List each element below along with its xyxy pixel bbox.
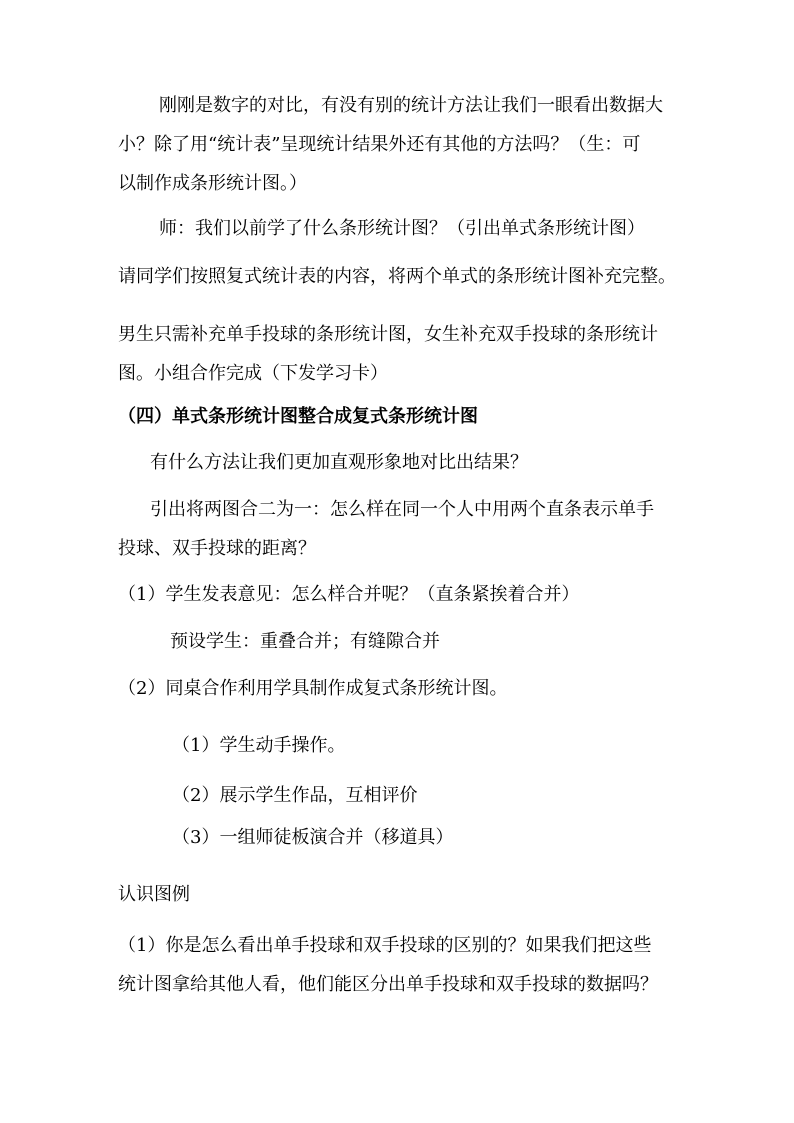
paragraph-line: 图。小组合作完成（下发学习卡） <box>118 363 388 384</box>
paragraph-line: （1）学生发表意见：怎么样合并呢？（直条紧挨着合并） <box>118 584 580 605</box>
list-item: （1）学生动手操作。 <box>172 735 346 756</box>
paragraph-line: 师：我们以前学了什么条形统计图？（引出单式条形统计图） <box>159 218 645 239</box>
paragraph-line: （2）同桌合作利用学具制作成复式条形统计图。 <box>118 678 508 699</box>
paragraph-line: 投球、双手投球的距离？ <box>118 538 316 559</box>
paragraph-line: （1）你是怎么看出单手投球和双手投球的区别的？如果我们把这些 <box>118 935 652 956</box>
section-heading: （四）单式条形统计图整合成复式条形统计图 <box>118 406 478 427</box>
paragraph-line: 认识图例 <box>118 884 190 905</box>
paragraph-line: 以制作成条形统计图。） <box>118 173 307 194</box>
paragraph-line: 统计图拿给其他人看，他们能区分出单手投球和双手投球的数据吗？ <box>118 974 658 995</box>
paragraph-line: 有什么方法让我们更加直观形象地对比出结果？ <box>150 452 528 473</box>
paragraph-line: 预设学生：重叠合并；有缝隙合并 <box>170 631 440 652</box>
paragraph-line: 请同学们按照复式统计表的内容，将两个单式的条形统计图补充完整。 <box>118 266 676 287</box>
paragraph-line: 引出将两图合二为一：怎么样在同一个人中用两个直条表示单手 <box>150 499 654 520</box>
paragraph-line: 男生只需补充单手投球的条形统计图，女生补充双手投球的条形统计 <box>118 324 658 345</box>
paragraph-line: 小？除了用“统计表”呈现统计结果外还有其他的方法吗？（生：可 <box>118 134 641 155</box>
paragraph-line: 刚刚是数字的对比，有没有别的统计方法让我们一眼看出数据大 <box>159 95 663 116</box>
list-item: （2）展示学生作品，互相评价 <box>172 785 418 806</box>
list-item: （3）一组师徒板演合并（移道具） <box>172 827 454 848</box>
